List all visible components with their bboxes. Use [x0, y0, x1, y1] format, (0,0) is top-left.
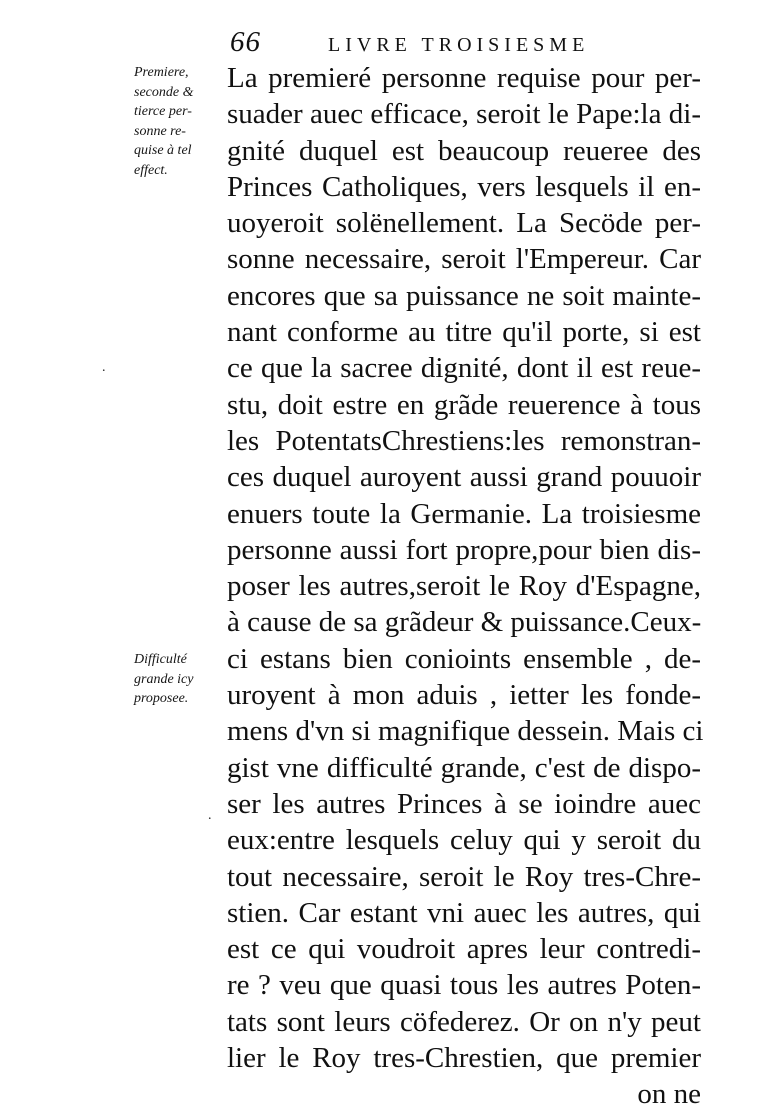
text-line: sonne necessaire, seroit l'Empereur. Car	[227, 243, 701, 276]
margin-note-line: Difficulté	[134, 652, 187, 667]
body-text	[227, 60, 704, 1113]
text-line: est ce qui voudroit apres leur contredi-	[227, 933, 701, 966]
text-line: lier le Roy tres-Chrestien, que premier	[227, 1042, 701, 1075]
text-line: tats sont leurs cöfederez. Or on n'y peut	[227, 1005, 701, 1038]
stray-ink-mark: .	[208, 808, 212, 823]
text-line: ces duquel auroyent aussi grand pouuoir	[227, 461, 701, 494]
text-line: nant conforme au titre qu'il porte, si est	[227, 316, 701, 349]
page-number: 66	[230, 26, 261, 58]
text-line: tout necessaire, seroit le Roy tres-Chre-	[227, 860, 701, 893]
margin-note-line: seconde &	[134, 84, 194, 100]
text-line: poser les autres,seroit le Roy d'Espagne,	[227, 570, 701, 603]
text-line: à cause de sa grãdeur & puissance.Ceux-	[227, 606, 702, 639]
text-line: encores que sa puissance ne soit mainte-	[227, 279, 701, 312]
text-line: stien. Car estant vni auec les autres, qui	[227, 896, 701, 929]
text-line: eux:entre lesquels celuy qui y seroit du	[227, 824, 701, 857]
text-line: mens d'vn si magnifique dessein. Mais ci	[227, 715, 704, 748]
margin-note-line: Premiere,	[134, 65, 189, 80]
text-line: gist vne difficulté grande, c'est de dispo-	[227, 751, 701, 784]
text-line: ci estans bien conioints ensemble , de-	[227, 642, 701, 675]
text-line: re ? veu que quasi tous les autres Poten-	[227, 969, 701, 1002]
margin-note-line: sonne re-	[134, 123, 186, 139]
text-line: ce que la sacree dignité, dont il est reue-	[227, 352, 701, 385]
text-line: La premieré personne requise pour per-	[227, 62, 701, 94]
text-line: uoyeroit solënellement. La Secöde per-	[227, 207, 701, 240]
margin-note	[134, 650, 226, 709]
margin-note-line: quise à tel	[134, 143, 192, 158]
text-line: Princes Catholiques, vers lesquels il en-	[227, 170, 701, 203]
margin-note-line: proposee.	[134, 691, 189, 706]
margin-note	[134, 63, 226, 180]
text-line: uroyent à mon aduis , ietter les fonde-	[227, 679, 701, 712]
catchword: on ne	[637, 1078, 701, 1111]
page-header	[224, 22, 654, 62]
text-line: gnité duquel est beaucoup reueree des	[227, 134, 701, 167]
running-head: LIVRE TROISIESME	[328, 34, 590, 56]
text-line: personne aussi fort propre,pour bien dis-	[227, 533, 701, 566]
text-line: stu, doit estre en grãde reuerence à tous	[227, 388, 701, 421]
text-line: enuers toute la Germanie. La troisiesme	[227, 497, 701, 530]
text-line: les PotentatsChrestiens:les remonstran-	[227, 424, 701, 457]
margin-note-line: grande icy	[134, 671, 194, 687]
margin-note-line: tierce per-	[134, 104, 192, 119]
margin-note-line: effect.	[134, 162, 168, 178]
text-line: suader auec efficace, seroit le Pape:la di-	[227, 98, 701, 131]
stray-ink-mark: .	[102, 360, 106, 375]
text-line: ser les autres Princes à se ioindre auec	[227, 787, 701, 820]
